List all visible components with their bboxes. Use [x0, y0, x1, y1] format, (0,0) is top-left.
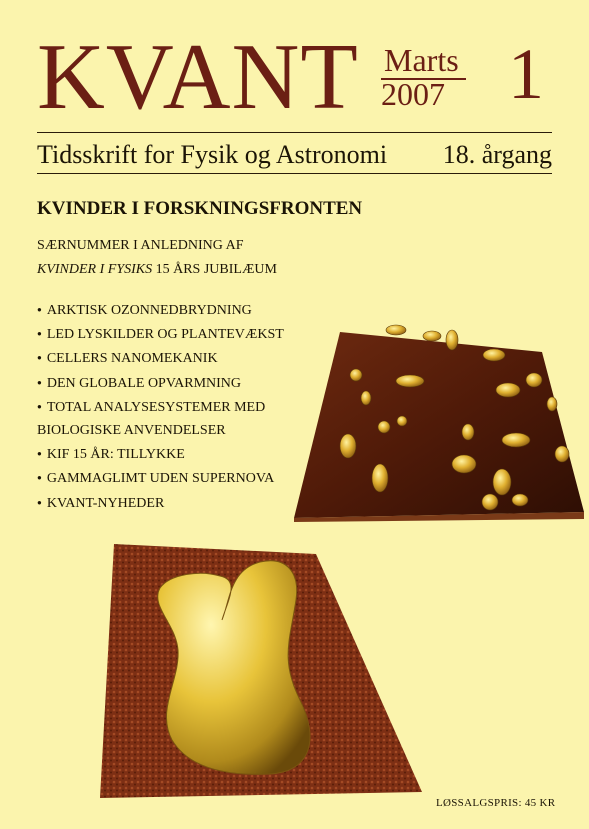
intro-line-1: SÆRNUMMER I ANLEDNING AF [37, 238, 244, 253]
contents-item-label: KIF 15 ÅR: TILLYKKE [46, 447, 185, 463]
divider-top [37, 132, 552, 133]
issue-number: 1 [508, 34, 544, 114]
contents-item-label: ARKTISK OZONNEDBRYDNING [46, 303, 252, 318]
cover-price: LØSSALGSPRIS: 45 KR [436, 797, 556, 809]
intro-rest: 15 ÅRS JUBILÆUM [152, 262, 277, 277]
intro-italic: KVINDER I FYSIKS [37, 262, 153, 277]
bullet-icon: ● [37, 305, 42, 314]
cover-headline: KVINDER I FORSKNINGSFRONTEN [37, 198, 363, 219]
contents-item [37, 491, 284, 515]
afm-single-chromosome-image [100, 540, 422, 800]
contents-item-label: LED LYSKILDER OG PLANTEVÆKST [46, 327, 284, 343]
contents-item-label: DEN GLOBALE OPVARMNING [46, 375, 242, 391]
contents-item [37, 442, 284, 466]
contents-item-label: TOTAL ANALYSESYSTEMER MED [46, 399, 266, 415]
bullet-icon: ● [37, 377, 42, 387]
masthead-title: KVANT [37, 25, 359, 129]
contents-item-label: BIOLOGISKE ANVENDELSER [37, 423, 226, 439]
bullet-icon: ● [37, 329, 42, 339]
bullet-icon: ● [37, 353, 42, 363]
contents-list [37, 298, 284, 515]
bullet-icon: ● [37, 497, 42, 507]
contents-item [37, 322, 284, 346]
bullet-icon: ● [37, 449, 42, 459]
issue-year: 2007 [381, 76, 445, 112]
contents-item [37, 346, 284, 370]
magazine-subtitle [37, 140, 552, 170]
special-issue-intro [37, 234, 277, 282]
contents-item [37, 298, 284, 322]
contents-item [37, 466, 284, 490]
contents-item-label: KVANT-NYHEDER [46, 495, 165, 511]
bullet-icon: ● [37, 401, 42, 411]
subtitle-text: Tidsskrift for Fysik og Astronomi [37, 140, 388, 169]
afm-chromosomes-image [294, 322, 584, 522]
intro-line-2 [37, 258, 277, 282]
contents-item [37, 419, 284, 442]
contents-item [37, 371, 284, 395]
issue-month: Marts [384, 42, 459, 78]
contents-item [37, 395, 284, 419]
divider-bottom [37, 173, 552, 174]
contents-item-label: CELLERS NANOMEKANIK [46, 351, 218, 367]
volume-label: 18. årgang [442, 140, 552, 169]
bullet-icon: ● [37, 473, 42, 483]
contents-item-label: GAMMAGLIMT UDEN SUPERNOVA [46, 471, 275, 487]
